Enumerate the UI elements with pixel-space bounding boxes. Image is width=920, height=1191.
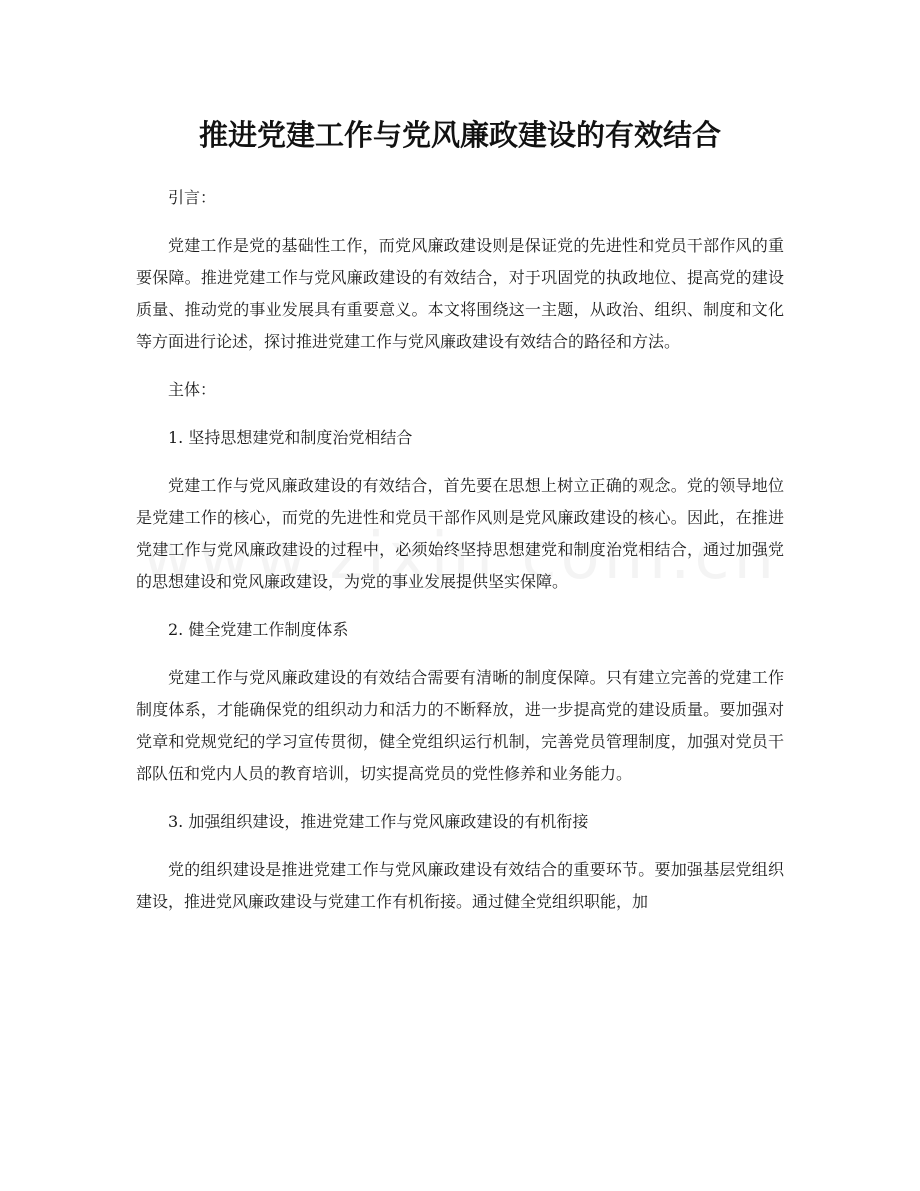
intro-paragraph: 党建工作是党的基础性工作，而党风廉政建设则是保证党的先进性和党员干部作风的重要保障。推进党建工作与党风廉政建设的有效结合，对于巩固党的执政地位、提高党的建设质量、推动党的事业发展具有重要意义。本文将围绕这一主题，从政治、组织、制度和文化等方面进行论述，探讨推进党建工作与党风廉政建设有效结合的路径和方法。 [136, 236, 784, 351]
section-heading-1: 1. 坚持思想建党和制度治党相结合 [168, 428, 413, 447]
section-paragraph-2: 党建工作与党风廉政建设的有效结合需要有清晰的制度保障。只有建立完善的党建工作制度体系，才能确保党的组织动力和活力的不断释放，进一步提高党的建设质量。要加强对党章和党规党纪的学习宣传贯彻，健全党组织运行机制，完善党员管理制度，加强对党员干部队伍和党内人员的教育培训，切实提高党员的党性修养和业务能力。 [136, 668, 784, 783]
section-heading-2: 2. 健全党建工作制度体系 [168, 620, 349, 639]
document-title: 推进党建工作与党风廉政建设的有效结合 [198, 118, 721, 152]
body-label: 主体： [168, 380, 217, 399]
section-heading-3: 3. 加强组织建设，推进党建工作与党风廉政建设的有机衔接 [168, 812, 589, 831]
intro-label: 引言： [168, 188, 217, 207]
section-paragraph-1: 党建工作与党风廉政建设的有效结合，首先要在思想上树立正确的观念。党的领导地位是党建工作的核心，而党的先进性和党员干部作风则是党风廉政建设的核心。因此，在推进党建工作与党风廉政建设的过程中，必须始终坚持思想建党和制度治党相结合，通过加强党的思想建设和党风廉政建设，为党的事业发展提供坚实保障。 [136, 476, 784, 591]
document-body [136, 182, 784, 918]
section-paragraph-3: 党的组织建设是推进党建工作与党风廉政建设有效结合的重要环节。要加强基层党组织建设，推进党风廉政建设与党建工作有机衔接。通过健全党组织职能，加 [136, 860, 784, 911]
